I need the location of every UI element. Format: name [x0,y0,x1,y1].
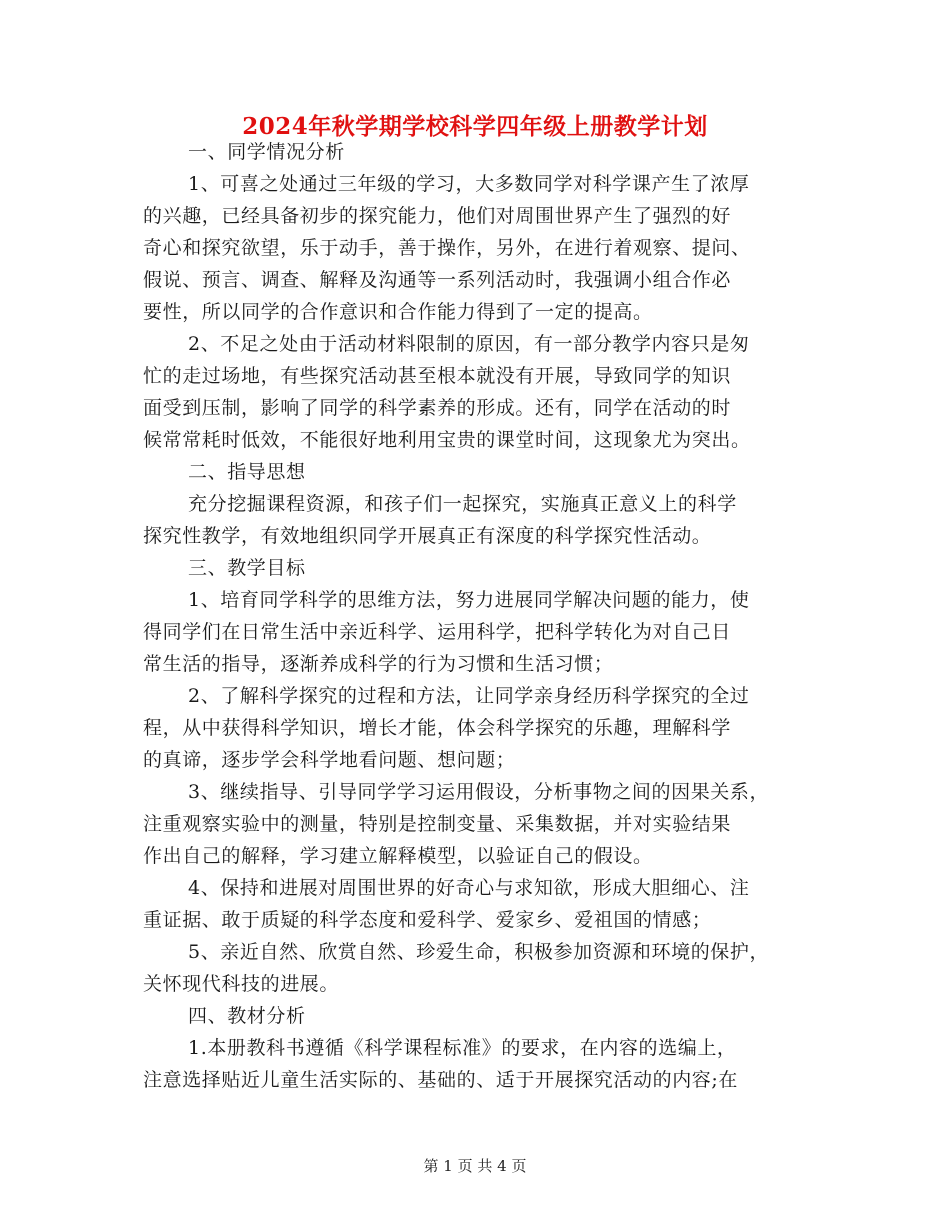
paragraph-line: 奇心和探究欲望，乐于动手，善于操作，另外，在进行着观察、提问、 [143,237,751,259]
paragraph-line-indented: 2、不足之处由于活动材料限制的原因，有一部分教学内容只是匆 [188,333,750,355]
paragraph-line: 要性，所以同学的合作意识和合作能力得到了一定的提高。 [143,301,653,323]
paragraph-line: 注意选择贴近儿童生活实际的、基础的、适于开展探究活动的内容;在 [143,1069,739,1091]
paragraph-line: 忙的走过场地，有些探究活动甚至根本就没有开展，导致同学的知识 [143,365,732,387]
paragraph-line: 关怀现代科技的进展。 [143,973,340,995]
paragraph-line-indented: 四、教材分析 [188,1005,306,1027]
document-body [143,136,808,1096]
paragraph-line-indented: 3、继续指导、引导同学学习运用假设，分析事物之间的因果关系， [188,781,770,803]
paragraph-line-indented: 1.本册教科书遵循《科学课程标准》的要求，在内容的选编上， [188,1037,737,1059]
paragraph-line: 作出自己的解释，学习建立解释模型，以验证自己的假设。 [143,845,653,867]
paragraph-line-indented: 三、教学目标 [188,557,306,579]
paragraph-line: 注重观察实验中的测量，特别是控制变量、采集数据，并对实验结果 [143,813,732,835]
paragraph-line: 程，从中获得科学知识，增长才能，体会科学探究的乐趣，理解科学 [143,717,732,739]
page-footer: 第 1 页 共 4 页 [423,1157,527,1175]
paragraph-line-indented: 1、可喜之处通过三年级的学习，大多数同学对科学课产生了浓厚 [188,173,750,195]
paragraph-line-indented: 二、指导思想 [188,461,306,483]
paragraph-line: 假说、预言、调查、解释及沟通等一系列活动时，我强调小组合作必 [143,269,732,291]
paragraph-line-indented: 2、了解科学探究的过程和方法，让同学亲身经历科学探究的全过 [188,685,750,707]
paragraph-line: 探究性教学，有效地组织同学开展真正有深度的科学探究性活动。 [143,525,712,547]
paragraph-line-indented: 5、亲近自然、欣赏自然、珍爱生命，积极参加资源和环境的保护， [188,941,770,963]
paragraph-line: 候常常耗时低效，不能很好地利用宝贵的课堂时间，这现象尤为突出。 [143,429,751,451]
paragraph-line: 得同学们在日常生活中亲近科学、运用科学，把科学转化为对自己日 [143,621,732,643]
paragraph-line-indented: 充分挖掘课程资源，和孩子们一起探究，实施真正意义上的科学 [188,493,737,515]
paragraph-line: 面受到压制，影响了同学的科学素养的形成。还有，同学在活动的时 [143,397,732,419]
paragraph-line: 的真谛，逐步学会科学地看问题、想问题； [143,749,516,771]
paragraph-line: 常生活的指导，逐渐养成科学的行为习惯和生活习惯； [143,653,614,675]
paragraph-line: 的兴趣，已经具备初步的探究能力，他们对周围世界产生了强烈的好 [143,205,732,227]
paragraph-line-indented: 1、培育同学科学的思维方法，努力进展同学解决问题的能力，使 [188,589,750,611]
paragraph-line-indented: 4、保持和进展对周围世界的好奇心与求知欲，形成大胆细心、注 [188,877,750,899]
paragraph-line: 重证据、敢于质疑的科学态度和爱科学、爱家乡、爱祖国的情感； [143,909,712,931]
paragraph-line-indented: 一、同学情况分析 [188,141,345,163]
document-title: 2024年秋学期学校科学四年级上册教学计划 [242,113,708,140]
